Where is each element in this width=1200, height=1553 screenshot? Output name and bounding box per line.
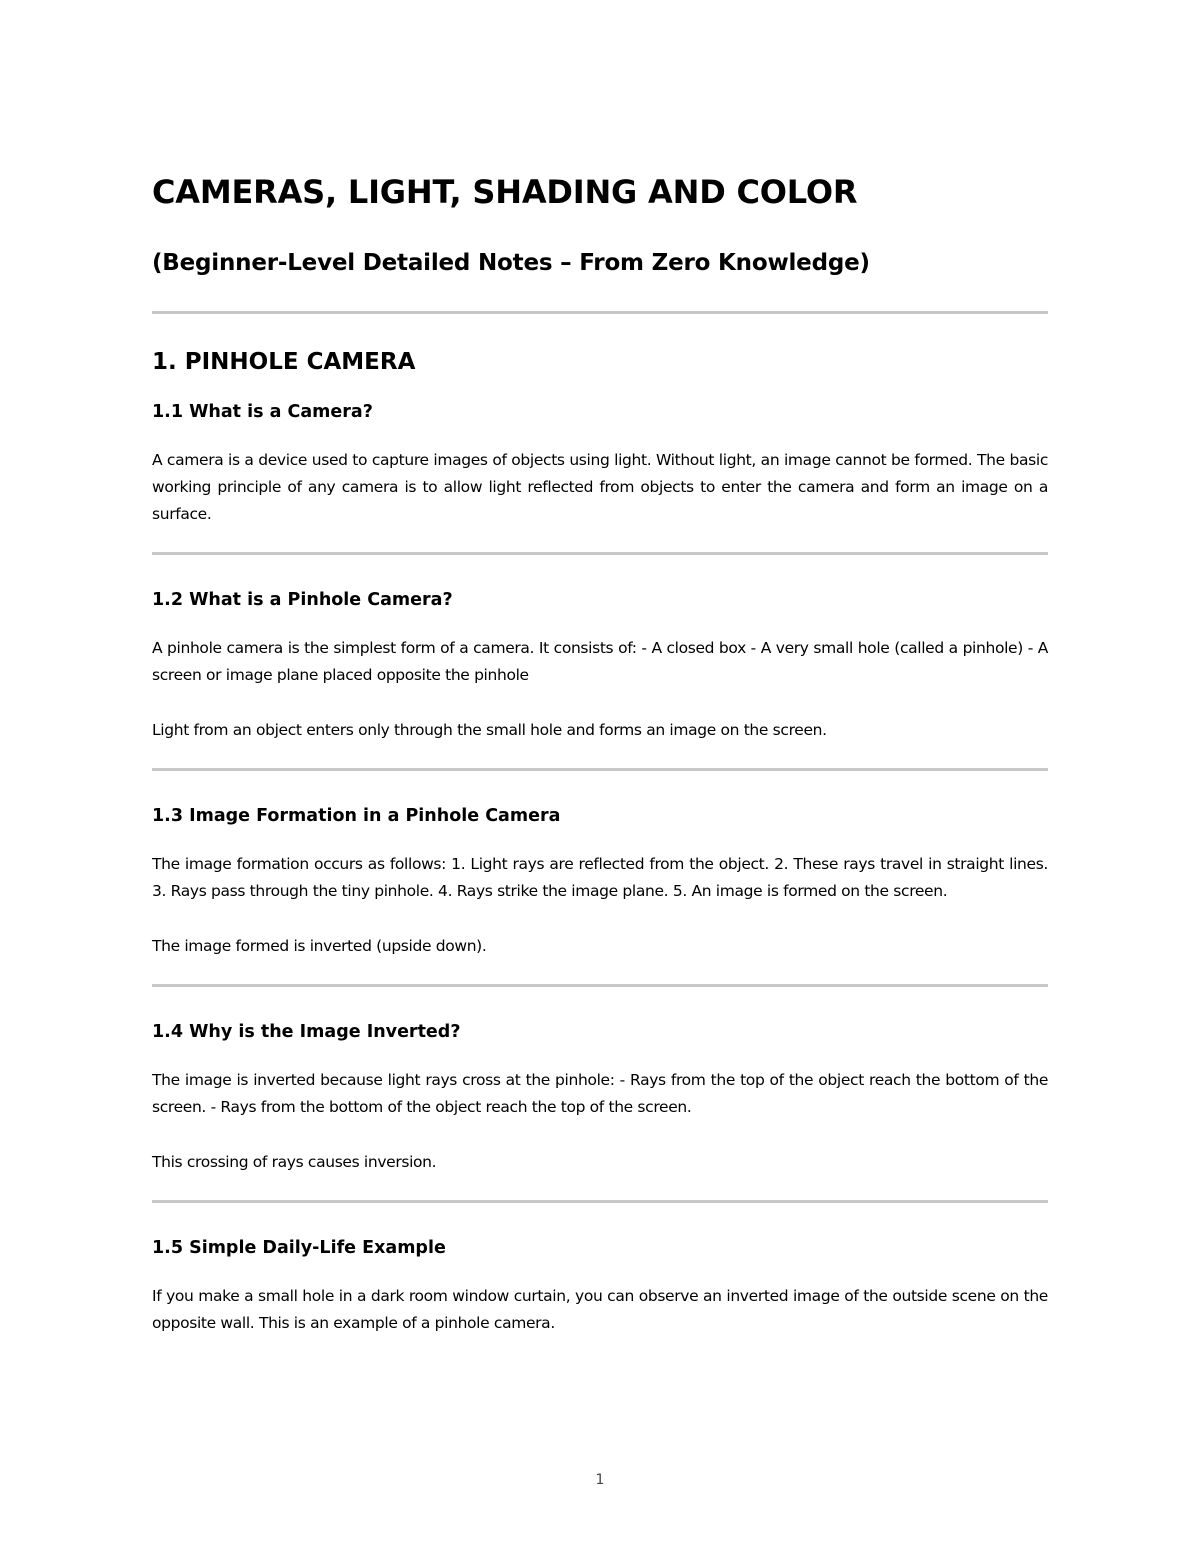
section-paragraph: The image formed is inverted (upside down). xyxy=(152,937,487,955)
section-heading-1-3: 1.3 Image Formation in a Pinhole Camera xyxy=(152,806,561,826)
horizontal-rule xyxy=(152,984,1048,987)
horizontal-rule xyxy=(152,1200,1048,1203)
section-paragraph: If you make a small hole in a dark room window curtain, you can observe an inverted image of the outside scene on the opposite wall. This is an example of a pinhole camera. xyxy=(152,1287,1048,1332)
section-heading-1-1: 1.1 What is a Camera? xyxy=(152,402,373,422)
horizontal-rule xyxy=(152,768,1048,771)
document-title: CAMERAS, LIGHT, SHADING AND COLOR xyxy=(152,173,858,211)
horizontal-rule xyxy=(152,311,1048,314)
chapter-heading: 1. PINHOLE CAMERA xyxy=(152,349,416,375)
section-heading-1-2: 1.2 What is a Pinhole Camera? xyxy=(152,590,453,610)
section-heading-1-4: 1.4 Why is the Image Inverted? xyxy=(152,1022,461,1042)
horizontal-rule xyxy=(152,552,1048,555)
section-paragraph: Light from an object enters only through the small hole and forms an image on the screen. xyxy=(152,721,827,739)
section-heading-1-5: 1.5 Simple Daily-Life Example xyxy=(152,1238,446,1258)
section-paragraph: The image formation occurs as follows: 1. Light rays are reflected from the object. 2. These rays travel in straight lines. 3. Rays pass through the tiny pinhole. 4. Rays strike the image plane. 5. An image is formed on the screen. xyxy=(152,855,1048,900)
section-paragraph: A camera is a device used to capture images of objects using light. Without light, an image cannot be formed. The basic working principle of any camera is to allow light reflected from objects to enter the camera and form an image on a surface. xyxy=(152,451,1048,523)
section-paragraph: A pinhole camera is the simplest form of a camera. It consists of: - A closed box - A very small hole (called a pinhole) - A screen or image plane placed opposite the pinhole xyxy=(152,639,1048,684)
page-content xyxy=(152,168,1048,1337)
section-paragraph: This crossing of rays causes inversion. xyxy=(152,1153,437,1171)
page-number: 1 xyxy=(595,1472,605,1488)
document-subtitle: (Beginner-Level Detailed Notes – From Zero Knowledge) xyxy=(152,250,870,276)
section-paragraph: The image is inverted because light rays cross at the pinhole: - Rays from the top of the object reach the bottom of the screen. - Rays from the bottom of the object reach the top of the screen. xyxy=(152,1071,1048,1116)
